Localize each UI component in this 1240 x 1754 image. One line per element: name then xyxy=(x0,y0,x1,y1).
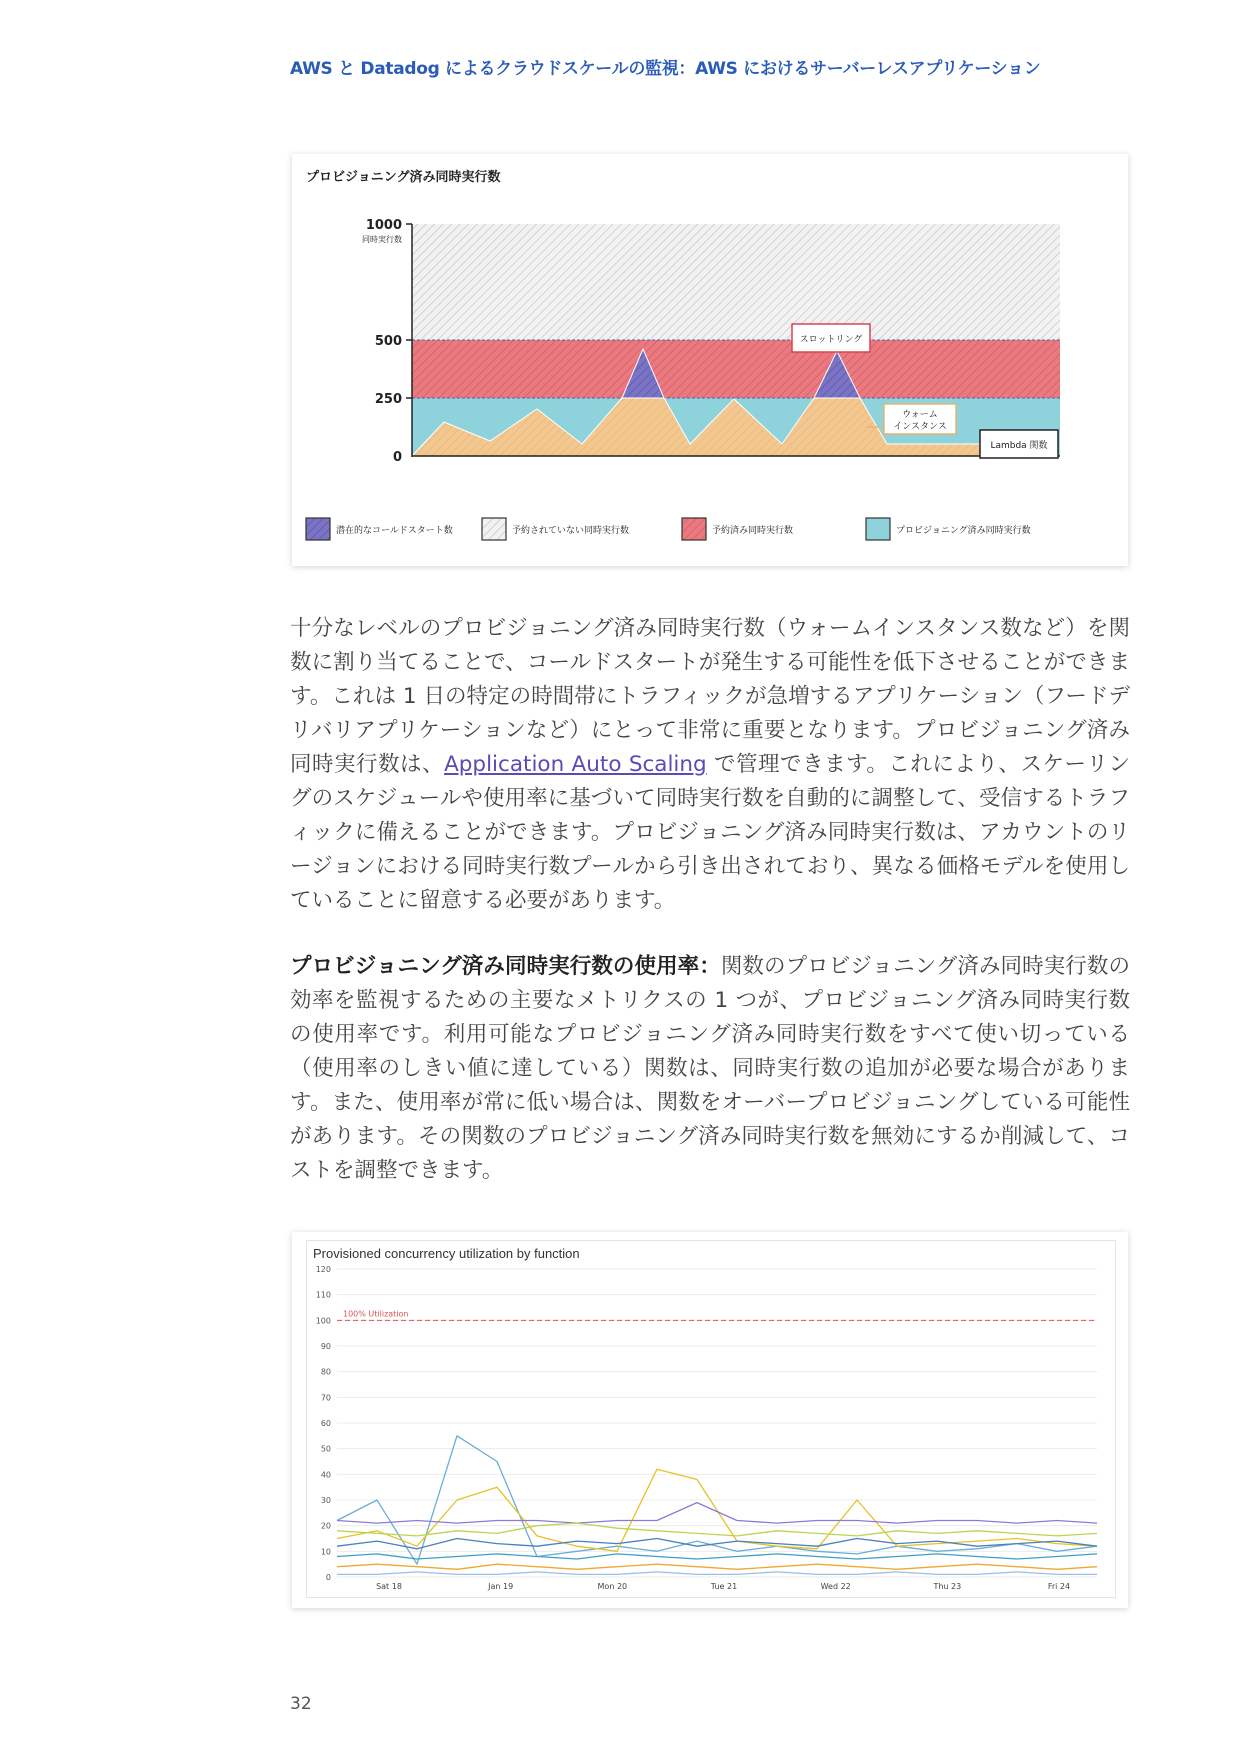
x-tick-label: Fri 24 xyxy=(1047,1582,1071,1591)
series-line-5 xyxy=(337,1523,1097,1536)
y-tick-label: 110 xyxy=(315,1290,331,1300)
series-line-4 xyxy=(337,1539,1097,1549)
x-tick-label: Thu 23 xyxy=(933,1582,962,1591)
x-tick-label: Sat 18 xyxy=(376,1582,402,1591)
y-tick-label: 60 xyxy=(320,1419,331,1428)
warm-instance-label-2: インスタンス xyxy=(893,422,947,432)
threshold-label: 100% Utilization xyxy=(343,1309,409,1319)
y-tick-label: 90 xyxy=(320,1342,331,1351)
y-tick-250: 250 xyxy=(374,392,402,407)
body-paragraph-2 xyxy=(290,950,1130,1188)
concurrency-diagram xyxy=(292,154,1128,566)
legend-swatch-reserved xyxy=(682,518,706,540)
body-paragraph-1 xyxy=(290,612,1130,918)
legend-label-provisioned: プロビジョニング済み同時実行数 xyxy=(896,526,1031,536)
series-line-3 xyxy=(337,1503,1097,1524)
y-tick-label: 0 xyxy=(325,1573,331,1582)
y-tick-label: 70 xyxy=(320,1393,331,1403)
y-tick-label: 50 xyxy=(320,1444,331,1454)
utilization-chart-card xyxy=(292,1232,1128,1608)
lambda-function-label: Lambda 関数 xyxy=(990,441,1048,451)
legend-swatch-provisioned xyxy=(866,518,890,540)
application-auto-scaling-link[interactable]: Application Auto Scaling xyxy=(444,752,707,777)
y-axis-unit: 同時実行数 xyxy=(362,235,402,244)
x-tick-label: Wed 22 xyxy=(820,1582,851,1591)
paragraph-text: 十分なレベルのプロビジョニング済み同時実行数（ウォームインスタンス数など）を関数に割り当てることで、コールドスタートが発生する可能性を低下させることができます。これは 1 日の特定の時間帯にトラフィックが急増するアプリケーション（フードデリバリアプリケーションなど）にとって非常に重要となります。プロビジョニング済み同時実行数は、 xyxy=(290,616,1130,777)
y-tick-label: 30 xyxy=(320,1496,331,1505)
y-tick-label: 10 xyxy=(320,1547,331,1557)
x-tick-label: Mon 20 xyxy=(597,1582,628,1591)
running-header: AWS と Datadog によるクラウドスケールの監視：AWS におけるサーバーレスアプリケーション xyxy=(290,59,1041,79)
series-line-8 xyxy=(337,1572,1097,1575)
legend-swatch-cold-start xyxy=(306,518,330,540)
paragraph-lead: プロビジョニング済み同時実行数の使用率： xyxy=(290,954,721,979)
series-line-7 xyxy=(337,1564,1097,1569)
y-tick-0: 0 xyxy=(392,450,402,465)
legend-label-reserved: 予約済み同時実行数 xyxy=(712,526,794,536)
y-tick-label: 120 xyxy=(315,1265,331,1274)
paragraph-text: 関数のプロビジョニング済み同時実行数の効率を監視するための主要なメトリクスの 1 つが、プロビジョニング済み同時実行数の使用率です。利用可能なプロビジョニング済み同時実行数をすべて使い切っている（使用率のしきい値に達している）関数は、同時実行数の追加が必要な場合があります。また、使用率が常に低い場合は、関数をオーバープロビジョニングしている可能性があります。その関数のプロビジョニング済み同時実行数を無効にするか削減して、コストを調整できます。 xyxy=(290,954,1130,1183)
reserved-band xyxy=(412,340,1060,398)
x-tick-label: Jan 19 xyxy=(488,1582,514,1591)
series-line-2 xyxy=(337,1469,1097,1551)
series-line-6 xyxy=(337,1554,1097,1559)
legend xyxy=(306,518,1031,540)
paragraph-text-continued: で管理できます。これにより、スケーリングのスケジュールや使用率に基づいて同時実行数を自動的に調整して、受信するトラフィックに備えることができます。プロビジョニング済み同時実行数は、アカウントのリージョンにおける同時実行数プールから引き出されており、異なる価格モデルを使用していることに留意する必要があります。 xyxy=(290,752,1130,913)
warm-instance-label-1: ウォーム xyxy=(902,410,938,420)
y-tick-1000: 1000 xyxy=(365,218,402,233)
legend-label-cold-start: 潜在的なコールドスタート数 xyxy=(336,526,453,536)
y-tick-500: 500 xyxy=(374,334,402,349)
utilization-line-chart xyxy=(307,1241,1115,1597)
legend-label-unreserved: 予約されていない同時実行数 xyxy=(512,526,630,536)
chart-title: Provisioned concurrency utilization by function xyxy=(313,1246,580,1261)
utilization-chart-panel xyxy=(306,1240,1116,1598)
throttling-label: スロットリング xyxy=(799,335,863,345)
y-tick-label: 80 xyxy=(320,1367,331,1377)
page-number: 32 xyxy=(290,1694,312,1714)
y-tick-label: 100 xyxy=(315,1316,331,1326)
legend-swatch-unreserved xyxy=(482,518,506,540)
x-tick-label: Tue 21 xyxy=(710,1582,738,1591)
y-tick-label: 20 xyxy=(320,1521,331,1531)
unreserved-band xyxy=(412,224,1060,340)
figure-title: プロビジョニング済み同時実行数 xyxy=(306,170,501,185)
provisioned-concurrency-figure xyxy=(292,154,1128,566)
y-tick-label: 40 xyxy=(320,1470,331,1480)
